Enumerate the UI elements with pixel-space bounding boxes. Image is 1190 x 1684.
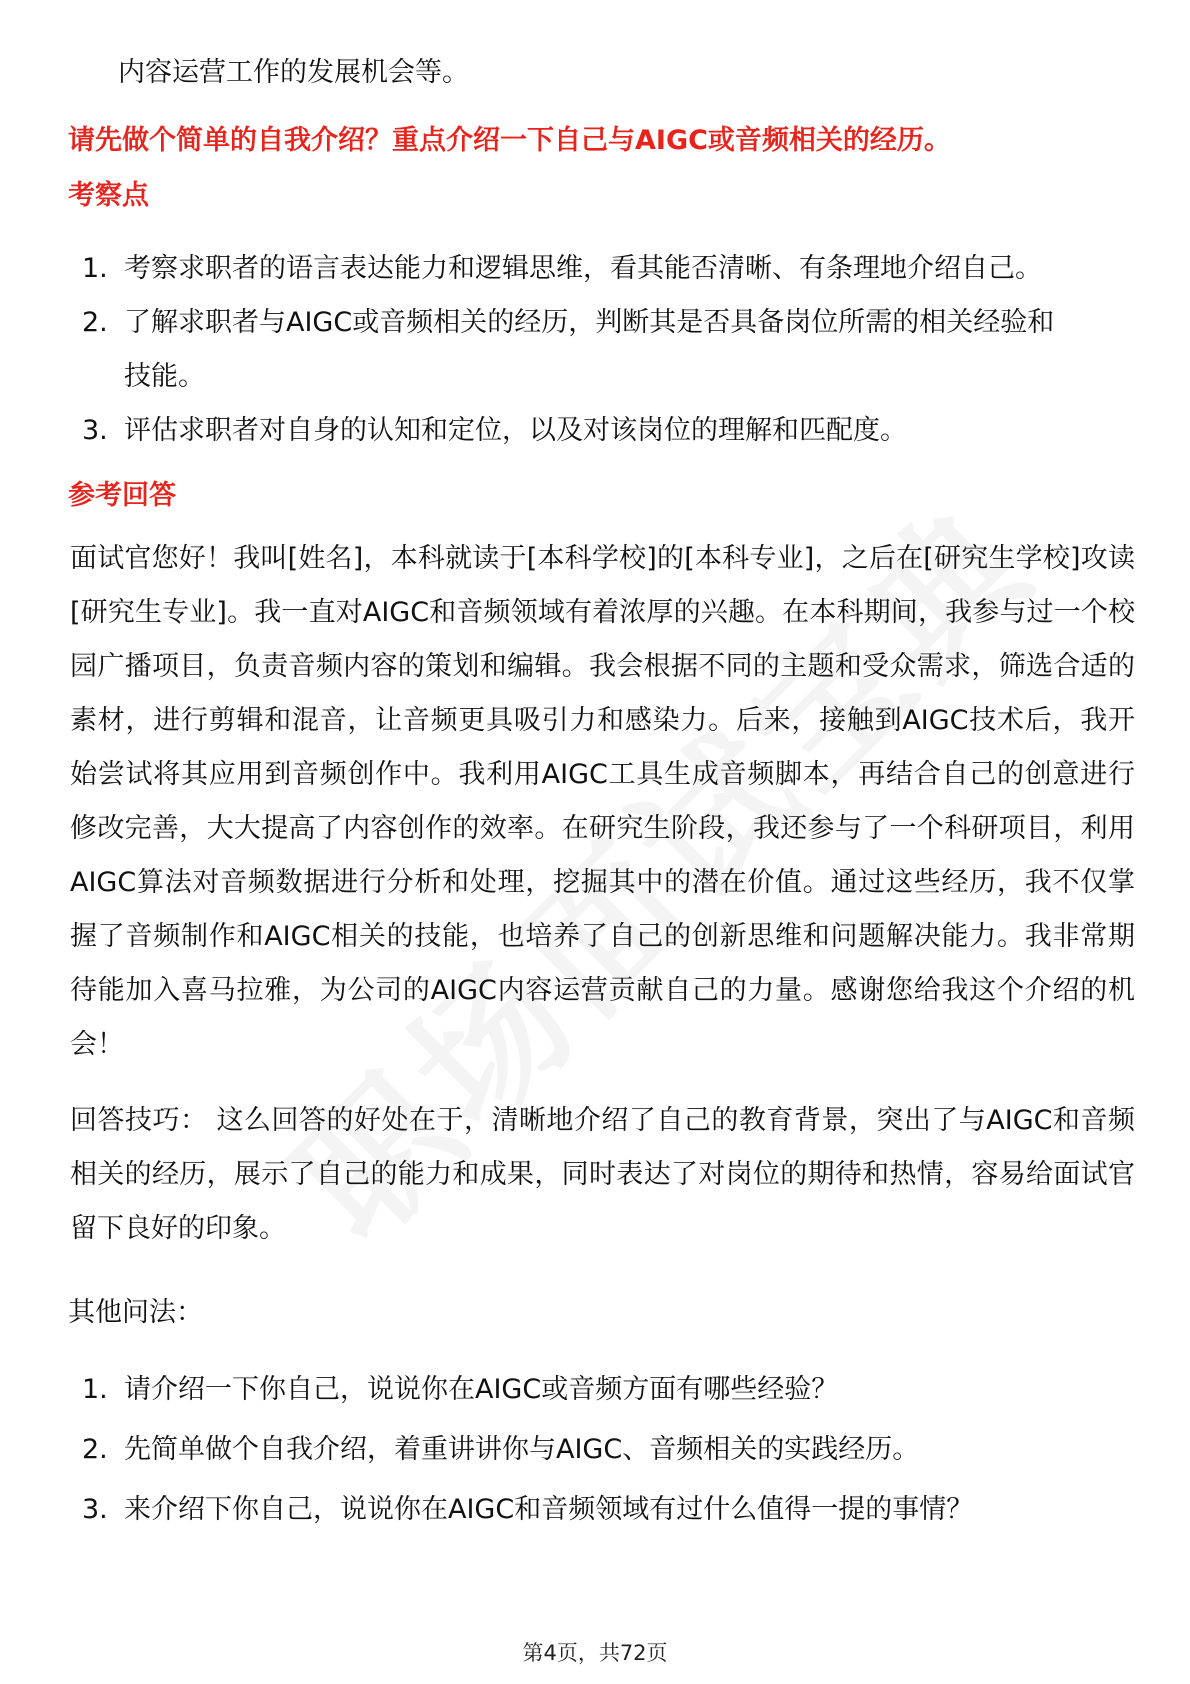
tips-paragraph: 回答技巧： 这么回答的好处在于，清晰地介绍了自己的教育背景，突出了与AIGC和音频相关的经历，展示了自己的能力和成果，同时表达了对岗位的期待和热情，容易给面试官留下良好的印象。	[70, 1105, 1135, 1244]
page-footer: 第4页，共72页	[522, 1641, 668, 1665]
list-item	[68, 296, 1068, 404]
list-item	[68, 1480, 1068, 1540]
list-text: 评估求职者对自身的认知和定位，以及对该岗位的理解和匹配度。	[124, 415, 907, 446]
list-number: 1.	[82, 1374, 108, 1405]
answer-heading: 参考回答	[68, 480, 176, 511]
list-item	[68, 1420, 1068, 1480]
list-item	[68, 1360, 1068, 1420]
question-heading: 请先做个简单的自我介绍？重点介绍一下自己与AIGC或音频相关的经历。	[68, 125, 951, 156]
other-heading: 其他问法：	[68, 1297, 203, 1328]
list-text: 来介绍下你自己，说说你在AIGC和音频领域有过什么值得一提的事情？	[124, 1494, 974, 1525]
list-number: 2.	[82, 1434, 108, 1465]
points-list	[68, 242, 1068, 458]
list-item	[68, 242, 1068, 296]
list-number: 3.	[82, 1494, 108, 1525]
list-number: 3.	[82, 415, 108, 446]
list-text: 先简单做个自我介绍，着重讲讲你与AIGC、音频相关的实践经历。	[124, 1434, 920, 1465]
points-heading: 考察点	[68, 180, 149, 211]
list-text: 了解求职者与AIGC或音频相关的经历，判断其是否具备岗位所需的相关经验和技能。	[124, 307, 1055, 392]
list-number: 2.	[82, 307, 108, 338]
list-number: 1.	[82, 253, 108, 284]
list-text: 考察求职者的语言表达能力和逻辑思维，看其能否清晰、有条理地介绍自己。	[124, 253, 1042, 284]
intro-tail-text: 内容运营工作的发展机会等。	[118, 57, 469, 88]
answer-body: 面试官您好！我叫[姓名]，本科就读于[本科学校]的[本科专业]，之后在[研究生学校]攻读[研究生专业]。我一直对AIGC和音频领域有着浓厚的兴趣。在本科期间，我参与过一个校园广播项目，负责音频内容的策划和编辑。我会根据不同的主题和受众需求，筛选合适的素材，进行剪辑和混音，让音频更具吸引力和感染力。后来，接触到AIGC技术后，我开始尝试将其应用到音频创作中。我利用AIGC工具生成音频脚本，再结合自己的创意进行修改完善，大大提高了内容创作的效率。在研究生阶段，我还参与了一个科研项目，利用AIGC算法对音频数据进行分析和处理，挖掘其中的潜在价值。通过这些经历，我不仅掌握了音频制作和AIGC相关的技能，也培养了自己的创新思维和问题解决能力。我非常期待能加入喜马拉雅，为公司的AIGC内容运营贡献自己的力量。感谢您给我这个介绍的机会！	[70, 543, 1135, 1060]
list-item	[68, 404, 1068, 458]
list-text: 请介绍一下你自己，说说你在AIGC或音频方面有哪些经验？	[124, 1374, 839, 1405]
other-questions-list	[68, 1360, 1068, 1540]
